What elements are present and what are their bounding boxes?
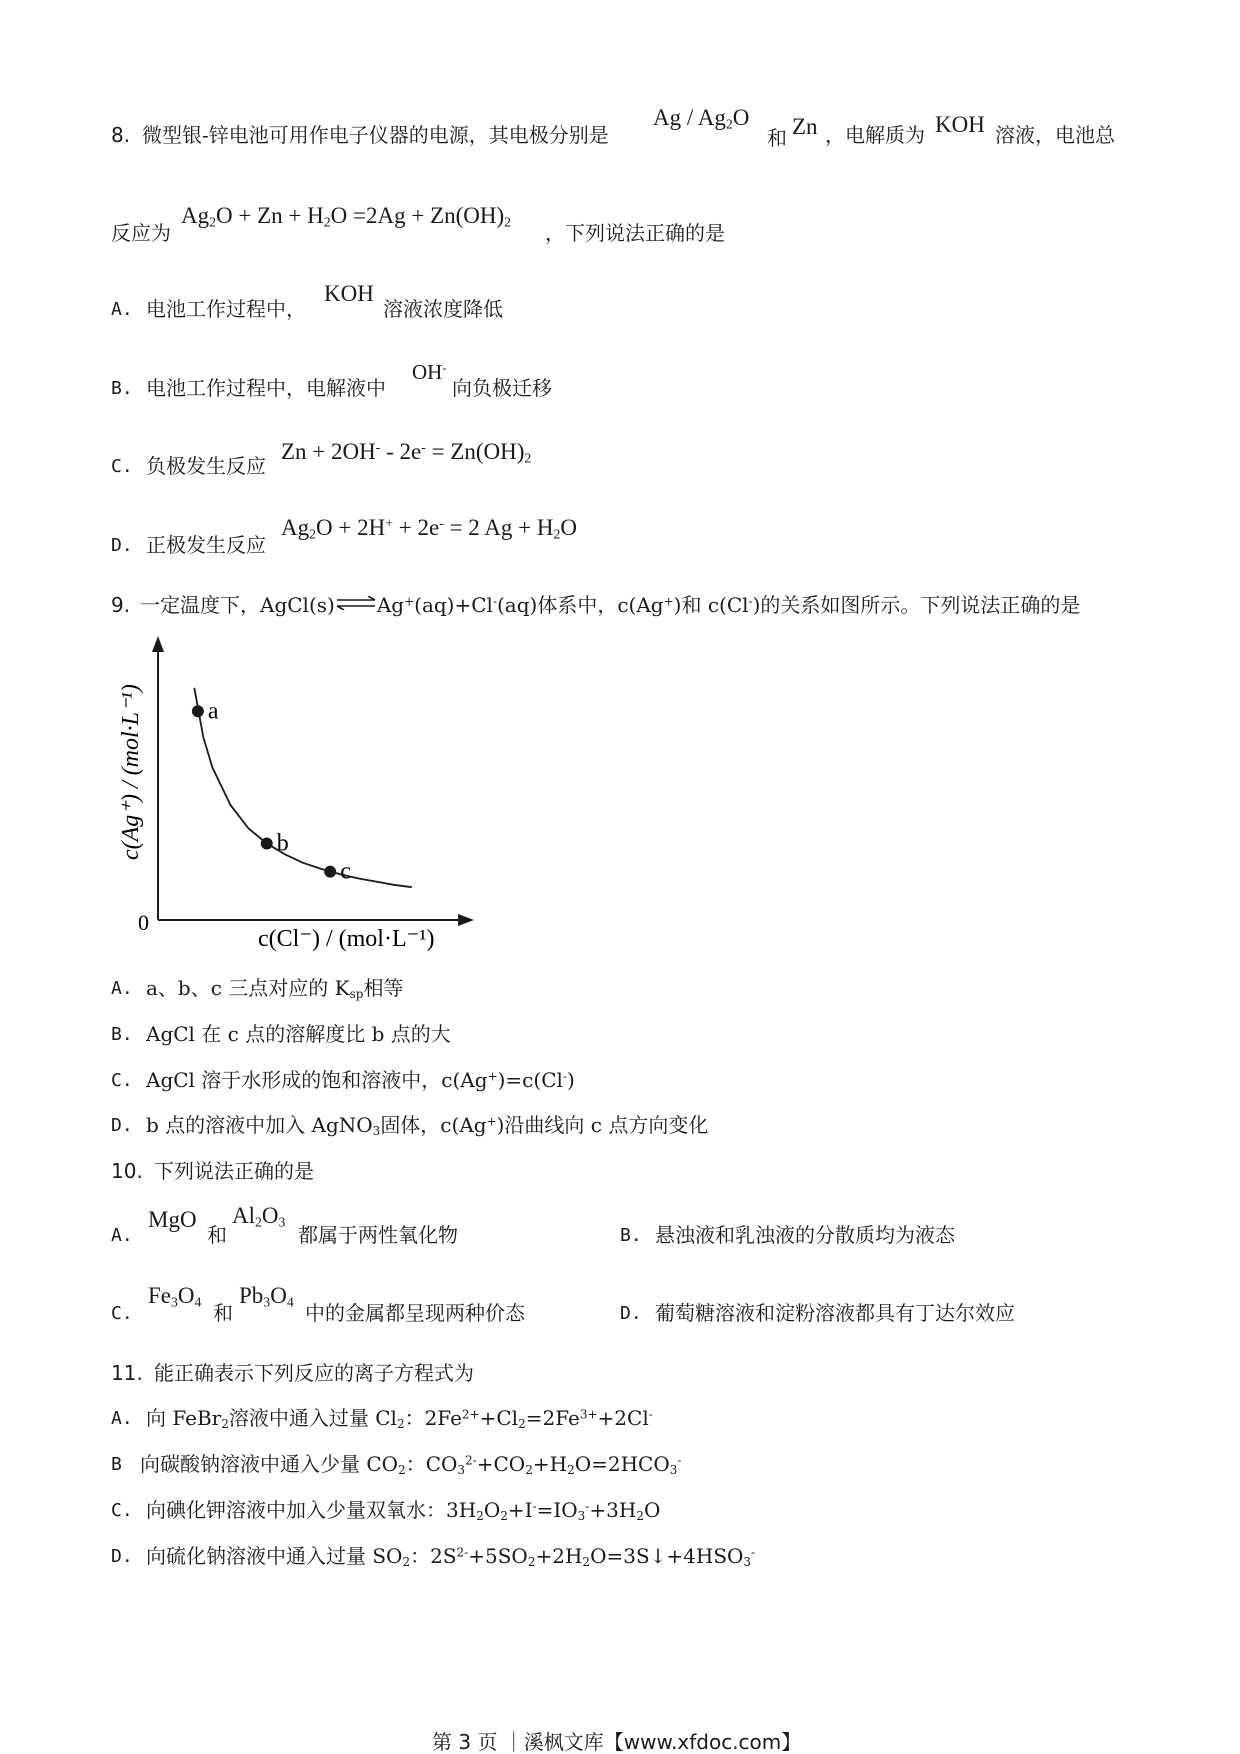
option-text: 向碘化钾溶液中加入少量双氧水：$3H_2O_2+I^-=IO_3^-+3H_2O$ bbox=[146, 1498, 661, 1523]
question-stem-text: ，电解质为 bbox=[825, 123, 925, 147]
option-label-b: B. bbox=[111, 1024, 133, 1045]
question-stem-text: 能正确表示下列反应的离子方程式为 bbox=[154, 1361, 474, 1385]
option-text: 中的金属都呈现两种价态 bbox=[305, 1301, 525, 1325]
option-text: a、b、c 三点对应的 $K_{sp}$相等 bbox=[146, 976, 404, 1001]
option-text: 都属于两性氧化物 bbox=[298, 1223, 458, 1247]
option-label-d: D. bbox=[620, 1303, 642, 1324]
data-point-label-b: b bbox=[276, 830, 289, 857]
formula-total-reaction: $Ag_2O + Zn + H_2O =2Ag + Zn(OH)_2$ bbox=[181, 203, 512, 230]
question-number: 11. bbox=[111, 1361, 143, 1385]
option-label-d: D. bbox=[111, 1546, 133, 1567]
data-point-label-c: c bbox=[340, 858, 351, 885]
option-text: b 点的溶液中加入 AgNO$_3$固体，c(Ag+)沿曲线向 c 点方向变化 bbox=[146, 1113, 709, 1138]
question-number: 10. bbox=[111, 1159, 143, 1183]
option-label-b: B. bbox=[111, 378, 133, 399]
question-stem-text: 反应为 bbox=[111, 221, 171, 245]
formula-positive-electrode: $Ag_2O + 2H^+ + 2e^- = 2$ $Ag + H_2O$ bbox=[281, 515, 577, 542]
equilibrium-curve bbox=[194, 688, 411, 887]
formula-pb3o4: $Pb_3O_4$ bbox=[239, 1283, 294, 1310]
formula-mgo: MgO bbox=[148, 1207, 197, 1232]
question-stem-text: ，下列说法正确的是 bbox=[545, 221, 725, 245]
question-number: 9. bbox=[111, 593, 131, 617]
x-axis-label: c(Cl⁻) / (mol·L⁻¹) bbox=[258, 926, 435, 952]
conjunction: 和 bbox=[767, 126, 787, 150]
option-label-c: C. bbox=[111, 456, 133, 477]
question-number: 8. bbox=[111, 123, 131, 147]
formula-koh: KOH bbox=[324, 281, 374, 306]
option-text: 向碳酸钠溶液中通入少量 $CO_2$：$CO_3^{2-}+CO_2+H_2O=2HCO_3^-$ bbox=[140, 1452, 682, 1477]
formula-al2o3: $Al_2O_3$ bbox=[232, 1203, 286, 1230]
question-stem-text: 溶液，电池总 bbox=[995, 123, 1115, 147]
option-text: 电池工作过程中，电解液中 bbox=[146, 376, 386, 400]
conjunction: 和 bbox=[213, 1301, 233, 1325]
option-label-d: D. bbox=[111, 1115, 133, 1136]
page-footer: 第 3 页 ｜溪枫文库【www.xfdoc.com】 bbox=[432, 1730, 802, 1754]
option-text: 向 FeBr$_2$溶液中通入过量 $Cl_2$：$2Fe^{2+}+Cl_2=2Fe^{3+}+2Cl^-$ bbox=[146, 1406, 653, 1431]
option-text: AgCl 溶于水形成的饱和溶液中，c(Ag+)=c(Cl-) bbox=[146, 1068, 575, 1092]
option-text: 向负极迁移 bbox=[452, 376, 552, 400]
question-stem-text: 下列说法正确的是 bbox=[154, 1159, 314, 1183]
option-text: 溶液浓度降低 bbox=[383, 297, 503, 321]
option-label-a: A. bbox=[111, 1408, 133, 1429]
formula-koh: KOH bbox=[935, 112, 985, 137]
option-text: 向硫化钠溶液中通入过量 $SO_2$：$2S^{2-}+5SO_2+2H_2O=3S↓+4HSO_3^-$ bbox=[146, 1544, 756, 1569]
option-text: 正极发生反应 bbox=[146, 533, 266, 557]
question-stem-text: 微型银-锌电池可用作电子仪器的电源，其电极分别是 bbox=[142, 123, 609, 147]
option-text: AgCl 在 c 点的溶解度比 b 点的大 bbox=[146, 1022, 451, 1046]
option-label-c: C. bbox=[111, 1500, 133, 1521]
data-point-a bbox=[192, 705, 204, 717]
option-text: 负极发生反应 bbox=[146, 454, 266, 478]
option-label-c: C. bbox=[111, 1070, 133, 1091]
option-text: 悬浊液和乳浊液的分散质均为液态 bbox=[655, 1223, 955, 1247]
formula-zn: Zn bbox=[792, 114, 818, 139]
y-axis-arrow bbox=[152, 636, 164, 652]
x-axis-arrow bbox=[458, 914, 474, 926]
formula-oh-ion: OH- bbox=[412, 360, 447, 384]
formula-fe3o4: $Fe_3O_4$ bbox=[148, 1283, 202, 1310]
origin-label: 0 bbox=[138, 910, 149, 935]
option-text: 电池工作过程中， bbox=[146, 297, 306, 321]
conjunction: 和 bbox=[207, 1223, 227, 1247]
option-label-a: A. bbox=[111, 299, 133, 320]
data-point-c bbox=[324, 866, 336, 878]
option-text: 葡萄糖溶液和淀粉溶液都具有丁达尔效应 bbox=[655, 1301, 1015, 1325]
option-label-a: A. bbox=[111, 1225, 133, 1246]
option-label-b: B bbox=[111, 1454, 122, 1475]
formula-negative-electrode: $Zn + 2OH^- - 2e^- = Zn(OH)_2$ bbox=[281, 439, 532, 466]
option-label-c: C. bbox=[111, 1303, 133, 1324]
formula-ag-ag2o: Ag / $Ag_2O$ bbox=[653, 105, 750, 132]
reversible-arrow bbox=[335, 596, 377, 610]
option-label-d: D. bbox=[111, 535, 133, 556]
y-axis-label: c(Ag⁺) / (mol·L⁻¹) bbox=[118, 684, 144, 860]
data-point-b bbox=[261, 838, 273, 850]
data-point-label-a: a bbox=[207, 698, 219, 725]
solubility-equilibrium-chart bbox=[110, 628, 470, 958]
question-stem-text: 一定温度下，AgCl(s) Ag+(aq)+Cl-(aq)体系中，c(Ag+)和 c(Cl-)的关系如图所示。下列说法正确的是 bbox=[140, 593, 1081, 617]
option-label-b: B. bbox=[620, 1225, 642, 1246]
option-label-a: A. bbox=[111, 978, 133, 999]
